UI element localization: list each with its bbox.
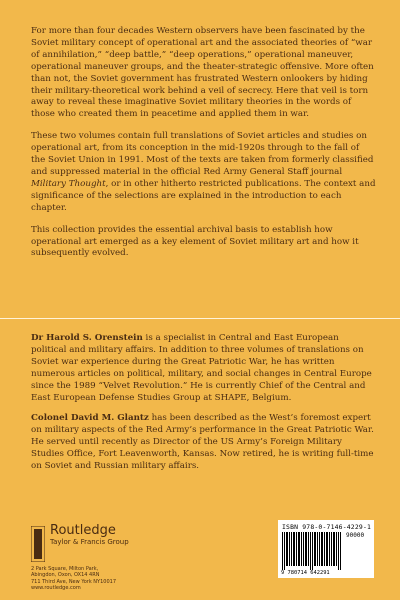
address-line: Abingdon, Oxon, OX14 4RN [31, 572, 100, 579]
publisher-address [31, 566, 116, 591]
publisher-logo [31, 524, 129, 562]
publisher-group: Taylor & Francis Group [50, 538, 129, 546]
section-divider [0, 318, 400, 319]
address-line: 711 Third Ave, New York NY10017 [31, 578, 117, 585]
barcode-graphic [282, 532, 344, 570]
blurb-paragraph-2-start: These two volumes contain full translations of Soviet articles and studies on operational art, from its conception in the mid-1920s through to the fall of the Soviet Union in 1991. Most of the texts are taken from formerly classified and suppressed material in the official Red Army General Staff journal [31, 131, 374, 177]
blurb-paragraph-2-end: , or in other hitherto restricted publications. The context and significance of the selections are explained in the introduction to each chapter. [31, 178, 376, 213]
barcode-box [278, 520, 374, 578]
isbn-text: ISBN 978-0-7146-4229-1 [282, 523, 372, 531]
blurb-paragraph-1: For more than four decades Western observers have been fascinated by the Soviet military concept of operational art and the associated theories of “war of annihilation,” “deep battle,” “deep operations,” operational maneuver, operational maneuver groups, and the theater-strategic offensive. More often than not, the Soviet government has frustrated Western onlookers by hiding their military-theoretical work behind a veil of secrecy. Here that veil is torn away to reveal these imaginative Soviet military theories in the words of those who created them in peacetime and applied them in war. [31, 26, 374, 120]
author-name-glantz: Colonel David M. Glantz [31, 413, 149, 424]
address-line: 2 Park Square, Milton Park, [31, 566, 99, 572]
price-code: 90000 [346, 532, 365, 539]
author-text-glantz: has been described as the West’s foremost expert on military aspects of the Red Army’s performance in the Great Patriotic War. He served until recently as Director of the US Army’s Foreign Military Studies Office, Fort Leavenworth, Kansas. Now retired, he is writing full-time on Soviet and Russian military affairs. [31, 413, 374, 472]
blurb-section [31, 26, 376, 270]
blurb-paragraph-2 [31, 131, 376, 214]
author-bio-glantz [31, 413, 376, 473]
author-bio-orenstein [31, 333, 376, 404]
blurb-paragraph-3: This collection provides the essential archival basis to establish how operational art emerged as a key element of Soviet military art and how it subsequently evolved. [31, 224, 359, 259]
publisher-name: Routledge [50, 523, 116, 538]
author-bios [31, 333, 376, 482]
barcode-number: 9 780714 642291 [281, 570, 330, 576]
publisher-website: www.routledge.com [31, 584, 81, 591]
routledge-logo-icon [31, 526, 45, 562]
journal-title: Military Thought [31, 178, 106, 189]
author-text-orenstein: is a specialist in Central and East European political and military affairs. In addition to three volumes of translations on Soviet war experience during the Great Patriotic War, he has written numerous articles on political, military, and social changes in Central Europe since the 1989 “Velvet Revolution.” He is currently Chief of the Central and East European Defense Studies Group at SHAPE, Belgium. [31, 333, 372, 403]
author-name-orenstein: Dr Harold S. Orenstein [31, 333, 143, 343]
